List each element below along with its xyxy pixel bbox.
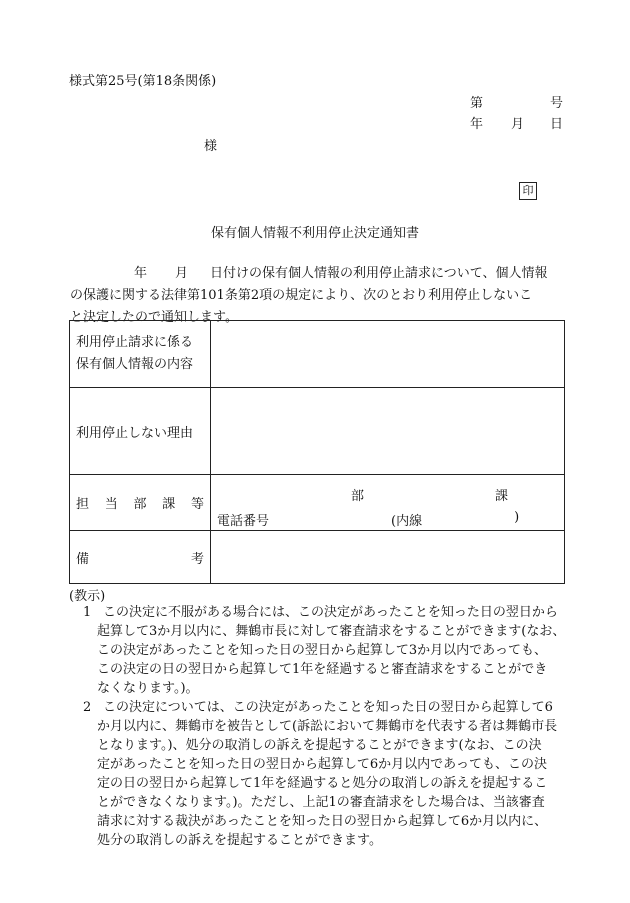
document-title: 保有個人情報不利用停止決定通知書: [210, 226, 419, 241]
instruction-2-line-6: とができなくなります。)。ただし、上記1の審査請求をした場合は、当該審査: [97, 795, 545, 810]
instruction-1-line-4: この決定の日の翌日から起算して1年を経過すると審査請求をすることができ: [97, 662, 548, 677]
instruction-1-number: 1: [83, 605, 92, 620]
date-month-label: 月: [511, 117, 525, 132]
row-reason-value: [211, 388, 565, 475]
instruction-2-line-8: 処分の取消しの訴えを提起することができます。: [97, 833, 382, 848]
date-year-label: 年: [470, 117, 484, 132]
body-line-2: の保護に関する法律第101条第2項の規定により、次のとおり利用停止しないこ: [70, 288, 533, 303]
date-day-label: 日: [550, 117, 564, 132]
body-month: 月: [175, 266, 189, 281]
row-reason-label: 利用停止しない理由: [70, 388, 211, 475]
extension-label: (内線: [391, 513, 423, 529]
instruction-1-line-1: この決定に不服がある場合には、この決定があったことを知った日の翌日から: [103, 605, 558, 620]
instruction-2-line-3: となります。)、処分の取消しの訴えを提起することができます(なお、この決: [97, 738, 542, 753]
row-content-value: [211, 321, 565, 388]
instruction-heading: (教示): [69, 589, 106, 604]
row-reason: [70, 388, 565, 475]
reference-dai: 第: [470, 96, 484, 111]
instruction-1-line-5: なくなります。)。: [97, 681, 199, 696]
instruction-2-line-4: 定があったことを知った日の翌日から起算して6か月以内であっても、この決: [97, 757, 548, 772]
instruction-2-line-1: この決定については、この決定があったことを知った日の翌日から起算して6: [103, 700, 553, 715]
instruction-2-number: 2: [83, 700, 92, 715]
row-content: [70, 321, 565, 388]
row-remarks-label: 備 考: [70, 531, 211, 584]
reference-go: 号: [550, 96, 564, 111]
form-number: 様式第25号(第18条関係): [69, 74, 217, 89]
decision-table: [69, 320, 565, 584]
row-department: [70, 475, 565, 531]
row-content-label: 利用停止請求に係る 保有個人情報の内容: [70, 321, 211, 388]
instruction-2-line-2: か月以内に、舞鶴市を被告として(訴訟において舞鶴市を代表する者は舞鶴市長: [97, 719, 558, 734]
body-line-1-text: 日付けの保有個人情報の利用停止請求について、個人情報: [210, 266, 548, 281]
instruction-1-line-2: 起算して3か月以内に、舞鶴市長に対して審査請求をすることができます(なお、: [97, 624, 566, 639]
department-ka: 課: [494, 488, 508, 504]
phone-label: 電話番号: [217, 513, 270, 529]
row-department-label: 担 当 部 課 等: [70, 475, 211, 531]
seal-stamp: 印: [519, 182, 537, 200]
recipient-honorific: 様: [204, 139, 218, 154]
instruction-2-line-7: 請求に対する裁決があったことを知った日の翌日から起算して6か月以内に、: [97, 814, 548, 829]
row-remarks: [70, 531, 565, 584]
row-remarks-value: [211, 531, 565, 584]
instruction-1-line-3: この決定があったことを知った日の翌日から起算して3か月以内であっても、: [97, 643, 548, 658]
body-line-1: [70, 263, 564, 285]
row-department-value: [211, 475, 565, 531]
body-year: 年: [134, 266, 148, 281]
body-line-3: と決定したので通知します。: [70, 310, 238, 325]
department-bu: 部: [351, 488, 365, 504]
instruction-2-line-5: 定の日の翌日から起算して1年を経過すると処分の取消しの訴えを提起するこ: [97, 776, 548, 791]
extension-close: ): [514, 509, 520, 525]
